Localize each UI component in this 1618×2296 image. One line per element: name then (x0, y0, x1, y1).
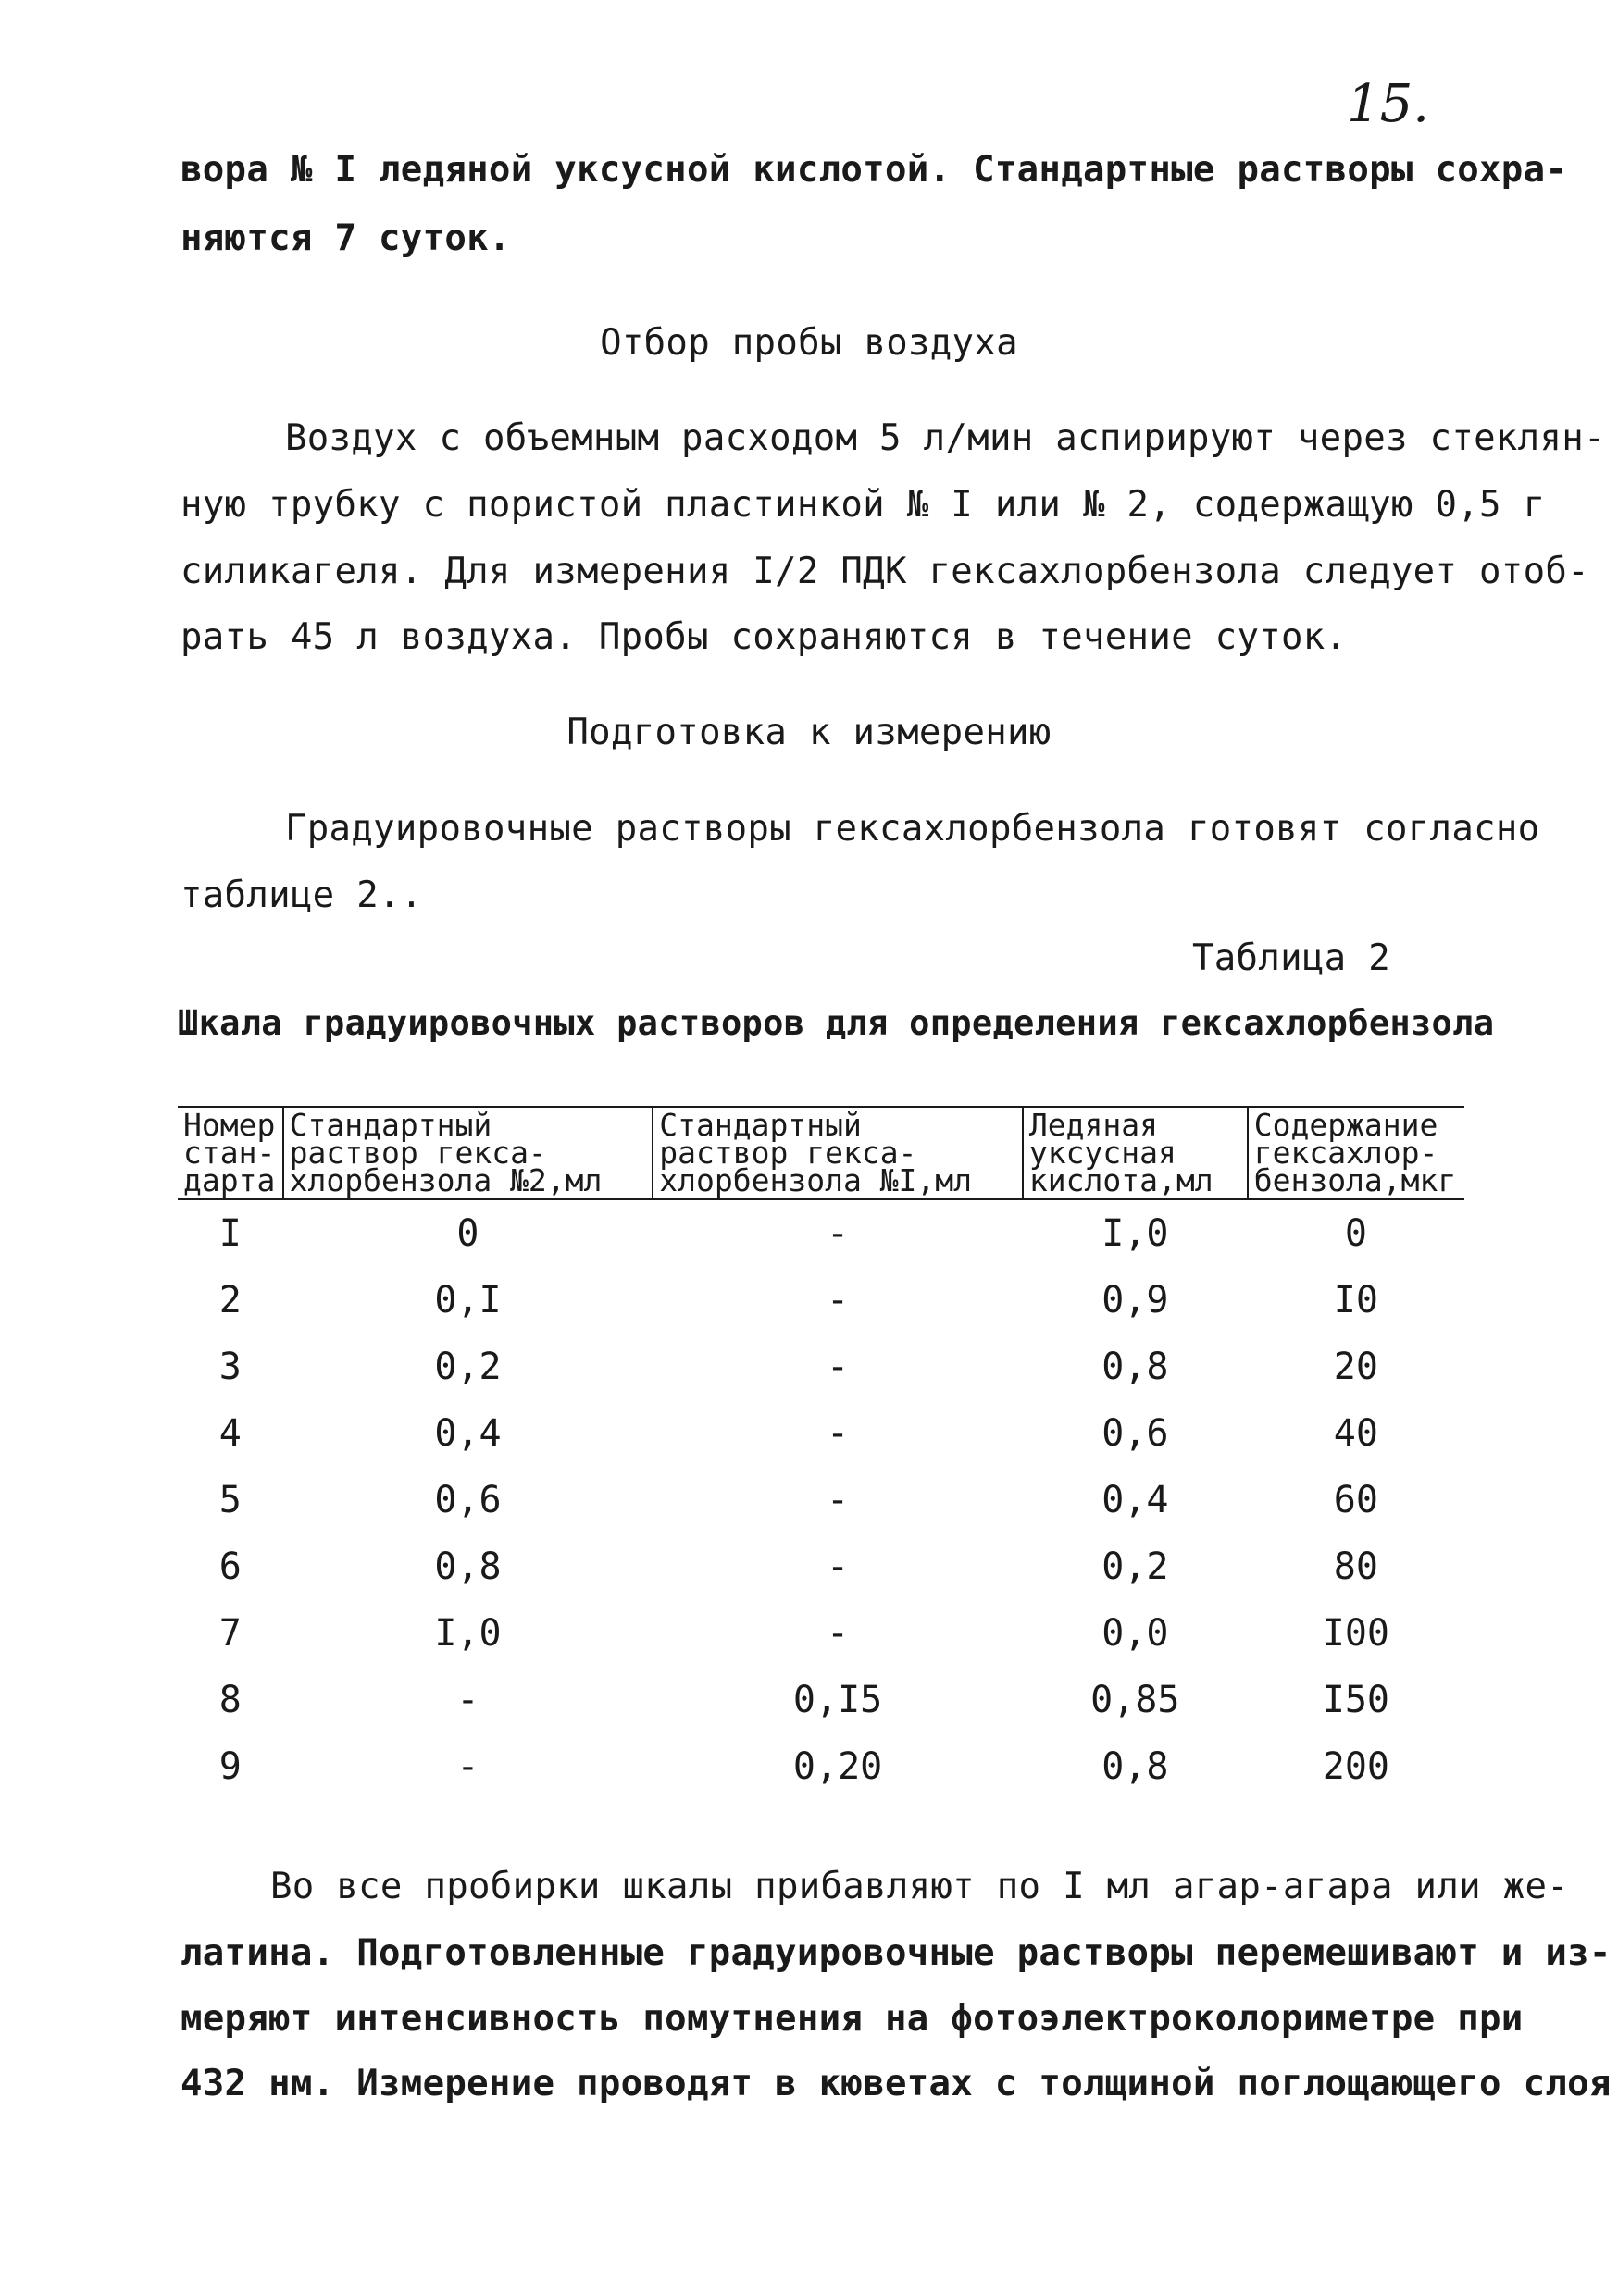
paragraph1-line2: няются 7 суток. (180, 217, 511, 259)
table-cell: 0,8 (1101, 1346, 1169, 1388)
header-line: раствор гекса- (289, 1135, 547, 1171)
table-row (178, 1199, 1464, 1267)
table-cell: 5 (218, 1479, 242, 1521)
table-cell: 0,20 (792, 1745, 883, 1788)
table-cell: 0 (456, 1212, 479, 1255)
paragraph2-line4: рать 45 л воздуха. Пробы сохраняются в течение суток. (180, 616, 1348, 658)
header-standard-number (178, 1107, 283, 1199)
table-cell: 80 (1333, 1545, 1378, 1588)
table-label: Таблица 2 (1192, 937, 1391, 979)
table-cell: 0,2 (434, 1346, 502, 1388)
table-row (178, 1467, 1464, 1533)
table-cell: I0 (1333, 1279, 1378, 1322)
table-cell: 0,6 (434, 1479, 502, 1521)
header-line: Номер (183, 1107, 276, 1143)
table-cell: 60 (1333, 1479, 1378, 1521)
table-cell: - (456, 1679, 479, 1721)
table-cell: 0 (1344, 1212, 1367, 1255)
table-cell: 40 (1333, 1412, 1378, 1455)
paragraph4-line3: меряют интенсивность помутнения на фотоэлектроколориметре при (180, 1998, 1524, 2040)
table-cell: 0,4 (434, 1412, 502, 1455)
table-cell: - (827, 1279, 850, 1322)
header-line: Стандартный (659, 1107, 862, 1143)
table-row (178, 1667, 1464, 1733)
table-row (178, 1334, 1464, 1400)
table-cell: - (827, 1545, 850, 1588)
paragraph1-line1: вора № I ледяной уксусной кислотой. Стандартные растворы сохра- (180, 149, 1568, 191)
paragraph3-line1: Градуировочные растворы гексахлорбензола готовят согласно (285, 808, 1540, 850)
table-cell: 0,0 (1101, 1612, 1169, 1655)
paragraph2-line1: Воздух с объемным расходом 5 л/мин аспирируют через стеклян- (285, 417, 1606, 459)
table-cell: 2 (218, 1279, 242, 1322)
table-cell: I,0 (434, 1612, 502, 1655)
table-cell: 8 (218, 1679, 242, 1721)
page-number: 15. (1347, 74, 1430, 134)
header-line: кислота,мл (1028, 1162, 1214, 1198)
table-header-row (178, 1107, 1464, 1199)
table-row (178, 1400, 1464, 1467)
table-cell: 200 (1322, 1745, 1389, 1788)
table-cell: 4 (218, 1412, 242, 1455)
table-row (178, 1733, 1464, 1800)
table-cell: - (827, 1412, 850, 1455)
paragraph4-line4: 432 нм. Измерение проводят в кюветах с толщиной поглощающего слоя (180, 2063, 1612, 2104)
table-cell: - (827, 1346, 850, 1388)
calibration-table (178, 1106, 1464, 1800)
table-cell: - (456, 1745, 479, 1788)
table-cell: - (827, 1612, 850, 1655)
paragraph4-line2: латина. Подготовленные градуировочные растворы перемешивают и из- (180, 1932, 1612, 1974)
table-cell: 0,4 (1101, 1479, 1169, 1521)
heading-sampling: Отбор пробы воздуха (600, 322, 1018, 364)
table-cell: 20 (1333, 1346, 1378, 1388)
paragraph4-line1: Во все пробирки шкалы прибавляют по I мл агар-агара или же- (270, 1866, 1570, 1907)
table-row (178, 1600, 1464, 1667)
paragraph2-line2: ную трубку с пористой пластинкой № I или № 2, содержащую 0,5 г (180, 484, 1546, 526)
header-line: хлорбензола №2,мл (289, 1162, 603, 1198)
table-cell: 9 (218, 1745, 242, 1788)
table-cell: 0,2 (1101, 1545, 1169, 1588)
header-hexachlorobenzene-content (1248, 1107, 1464, 1199)
table-cell: I,0 (1101, 1212, 1169, 1255)
table-cell: I (218, 1212, 242, 1255)
table-cell: 0,6 (1101, 1412, 1169, 1455)
header-line: Ледяная (1028, 1107, 1158, 1143)
header-line: хлорбензола №I,мл (659, 1162, 973, 1198)
header-line: Стандартный (289, 1107, 492, 1143)
table-cell: 3 (218, 1346, 242, 1388)
header-line: гексахлор- (1253, 1135, 1438, 1171)
header-line: бензола,мкг (1253, 1162, 1457, 1198)
header-line: Содержание (1253, 1107, 1438, 1143)
table-cell: - (827, 1212, 850, 1255)
table-cell: 0,8 (434, 1545, 502, 1588)
header-line: раствор гекса- (659, 1135, 917, 1171)
table-cell: - (827, 1479, 850, 1521)
header-line: дарта (183, 1162, 276, 1198)
table-title: Шкала градуировочных растворов для определения гексахлорбензола (178, 1003, 1495, 1043)
heading-preparation: Подготовка к измерению (566, 712, 1052, 753)
header-line: уксусная (1028, 1135, 1176, 1171)
table-cell: 0,85 (1090, 1679, 1180, 1721)
table-cell: 6 (218, 1545, 242, 1588)
table-cell: 0,I5 (792, 1679, 883, 1721)
table-cell: I00 (1322, 1612, 1389, 1655)
header-standard-solution-2 (283, 1107, 653, 1199)
table-cell: 0,8 (1101, 1745, 1169, 1788)
header-line: стан- (183, 1135, 276, 1171)
paragraph2-line3: силикагеля. Для измерения I/2 ПДК гексахлорбензола следует отоб- (180, 551, 1589, 592)
table-row (178, 1267, 1464, 1334)
table-cell: I50 (1322, 1679, 1389, 1721)
table-cell: 0,I (434, 1279, 502, 1322)
table-cell: 7 (218, 1612, 242, 1655)
table-cell: 0,9 (1101, 1279, 1169, 1322)
header-acetic-acid (1023, 1107, 1248, 1199)
table-row (178, 1533, 1464, 1600)
header-standard-solution-1 (653, 1107, 1023, 1199)
paragraph3-line2: таблице 2.. (180, 875, 423, 916)
